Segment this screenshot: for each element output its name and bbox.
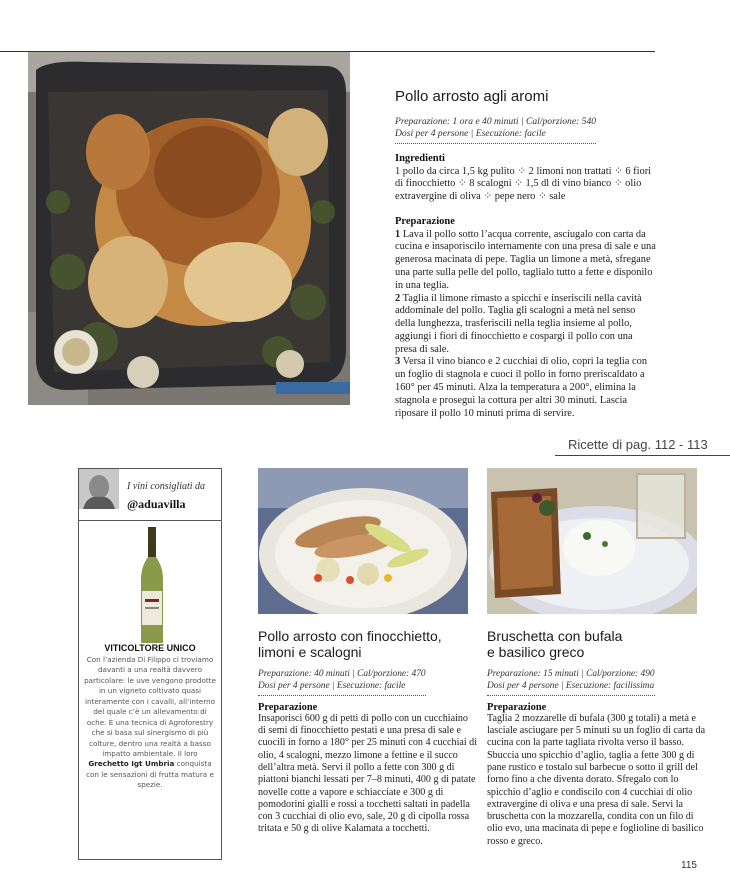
ingredients-text: 1 pollo da circa 1,5 kg pulito ⁘ 2 limoni non trattati ⁘ 6 fiori di finocchietto ⁘ 8 scalogni ⁘ 1,5 dl di vino bianco ⁘ olio extravergine di oliva ⁘ pepe nero ⁘ sale xyxy=(395,165,652,203)
roast-chicken-photo xyxy=(28,52,350,405)
preparation-title: Preparazione xyxy=(258,701,318,713)
recipe-meta-line: Preparazione: 40 minuti | Cal/porzione: 470 xyxy=(258,669,426,680)
pollo-finocchietto-photo xyxy=(258,468,468,614)
wine-title: VITICOLTORE UNICO xyxy=(104,643,196,653)
pollo-finocchietto-recipe xyxy=(258,628,478,836)
recipe-meta-line: Dosi per 4 persone | Esecuzione: facile xyxy=(395,128,546,140)
wine-author-handle: @aduavilla xyxy=(127,497,186,511)
recipe-meta-line: Dosi per 4 persone | Esecuzione: facile xyxy=(258,681,406,692)
recipe-meta-line: Dosi per 4 persone | Esecuzione: facilissima xyxy=(487,681,655,692)
preparation-step xyxy=(395,229,657,293)
recipe-title-line: e basilico greco xyxy=(487,644,585,661)
bruschetta-recipe xyxy=(487,628,707,848)
avatar xyxy=(79,469,119,509)
section-rule xyxy=(555,455,730,456)
recipe-title: Pollo arrosto agli aromi xyxy=(395,88,549,105)
wine-text-end: conquista con le sensazioni di frutta matura e spezie. xyxy=(86,759,214,790)
page-number: 115 xyxy=(681,860,697,871)
recipe-title-line: Bruschetta con bufala xyxy=(487,628,623,644)
bruschetta-photo xyxy=(487,468,697,614)
recipe-title-line: Pollo arrosto con finocchietto, xyxy=(258,628,442,644)
preparation-text: Taglia 2 mozzarelle di bufala (300 g totali) a metà e lasciale asciugare per 5 minuti su un foglio di carta da cucina con la parte tagliata rivolta verso il basso. Sbuccia uno spicchio d’aglio, taglia a fette 300 g di pane rustico e tostalo sul barbecue o sotto il grill del forno fino a che diventa dorato. Sfregalo con lo spicchio d’aglio e condiscilo con 4 cucchiai di olio extravergine di oliva e una presa di sale. Servi la bruschetta con la mozzarella, condita con un filo di olio evo, una macinata di pepe e foglioline di basilico rosso e greco. xyxy=(487,712,706,847)
preparation-title: Preparazione xyxy=(487,701,547,713)
recipe-meta-line: Preparazione: 1 ora e 40 minuti | Cal/porzione: 540 xyxy=(395,116,597,127)
main-recipe xyxy=(395,88,657,420)
ingredients-title: Ingredienti xyxy=(395,152,445,164)
wine-box-header xyxy=(79,469,221,521)
step-number: 2 xyxy=(395,292,401,304)
step-text: Versa il vino bianco e 2 cucchiai di olio, copri la teglia con un foglio di stagnola e cuoci il pollo in forno preriscaldato a 160° per 45 minuti. Alza la temperatura a 200°, elimina la stagnola e prosegui la cottura per altri 30 minuti. Lascia riposare il pollo 10 minuti prima di servire. xyxy=(395,356,648,419)
step-number: 1 xyxy=(395,228,401,240)
recipe-meta xyxy=(395,116,596,144)
step-text: Lava il pollo sotto l’acqua corrente, asciugalo con carta da cucina e insaporiscilo internamente con una presa di sale e una generosa macinata di pepe. Taglia un limone a metà, sfregane una parte sulla pelle del pollo, taglialo tutto a fette e disponilo in una teglia. xyxy=(395,228,656,291)
step-text: Taglia il limone rimasto a spicchi e inseriscili nella cavità addominale del pollo. Taglia gli scalogni a metà nel senso della lunghezza, trasferiscili nella teglia insieme al pollo, aggiungi i fiori di finocchietto e cospargi il pollo con una presa di sale. xyxy=(395,292,642,355)
step-number: 3 xyxy=(395,356,401,368)
preparation-step xyxy=(395,356,657,420)
wine-bottle-icon xyxy=(137,527,167,645)
wine-text-start: Con l’azienda Di Filippo ci troviamo davanti a una realtà davvero particolare: le uve vengono prodotte in un vigneto coltivato quasi interamente con i cavalli, all’interno del quale c’è un allevamento di oche. È una tecnica di Agroforestry che si basa sul sinergismo di più colture, dentro una realtà a basso impatto ambientale. Il loro xyxy=(84,655,216,758)
wine-box xyxy=(78,468,222,860)
wine-name: Grechetto Igt Umbria xyxy=(88,759,175,769)
wine-description xyxy=(83,655,217,791)
recipe-title-line: limoni e scalogni xyxy=(258,644,362,661)
preparation-title: Preparazione xyxy=(395,215,455,227)
section-header: Ricette di pag. 112 - 113 xyxy=(568,437,708,452)
recipe-meta xyxy=(487,668,655,695)
wine-kicker: I vini consigliati da xyxy=(127,481,206,492)
recipe-meta xyxy=(258,668,426,695)
preparation-step xyxy=(395,293,657,357)
recipe-meta-line: Preparazione: 15 minuti | Cal/porzione: 490 xyxy=(487,669,655,680)
preparation-text: Insaporisci 600 g di petti di pollo con un cucchiaino di semi di finocchietto pestati e una presa di sale e cuocili in forno a 180° per 25 minuti con 4 cucchiai di olio, 4 scalogni, mezzo limone a fettine e il succo dell’altra metà. Servi il pollo a fette con 300 g di piattoni bianchi lessati per 7–8 minuti, 400 g di patate novelle cotte a vapore e schiacciate e 300 g di pomodorini gialli e rossi a tocchetti saltati in padella con 3 cucchiai di olio evo, sale, 20 g di cipolla rossa tritata e 50 g di olive Kalamata a tocchetti. xyxy=(258,712,478,835)
